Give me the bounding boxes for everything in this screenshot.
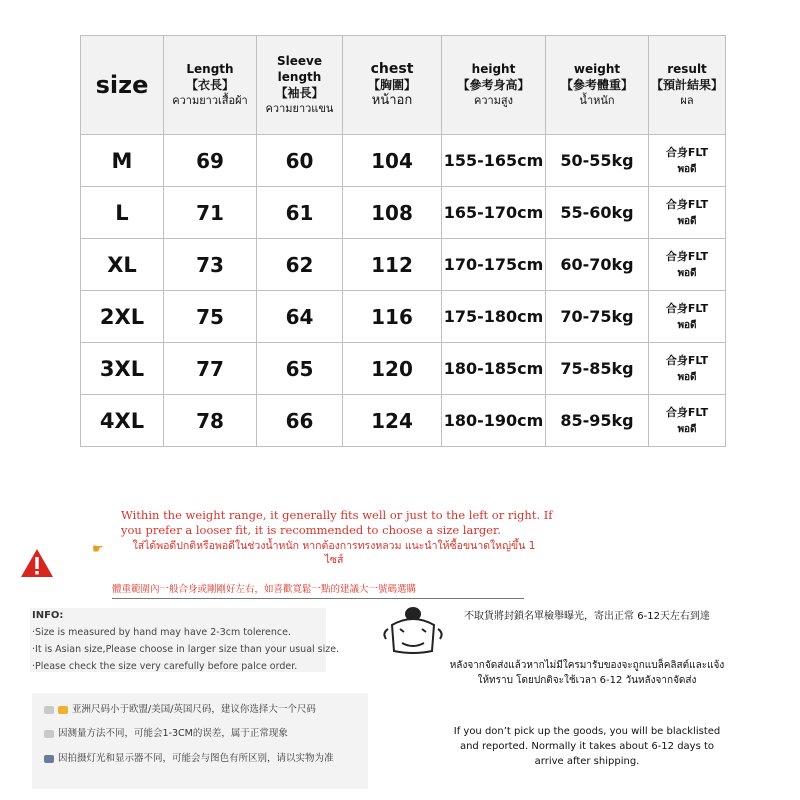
length-cell: 77 xyxy=(164,343,257,395)
pencil-icon xyxy=(44,706,54,714)
height-cell: 180-185cm xyxy=(442,343,546,395)
result-cell: 合身FLT พอดี xyxy=(649,187,726,239)
table-row xyxy=(81,239,726,291)
weight-cell: 70-75kg xyxy=(546,291,649,343)
size-cell: 3XL xyxy=(81,343,164,395)
notice-english: Within the weight range, it generally fits well or just to the left or right. If you prefer a looser fit, it is recommended to choose a size larger. xyxy=(121,508,553,537)
size-chart-table xyxy=(80,35,726,447)
result-cell: 合身FLT พอดี xyxy=(649,291,726,343)
height-cell: 170-175cm xyxy=(442,239,546,291)
weight-cell: 50-55kg xyxy=(546,135,649,187)
halloween-pumpkin-icon xyxy=(380,605,446,657)
length-cell: 78 xyxy=(164,395,257,447)
size-cell: 2XL xyxy=(81,291,164,343)
header-weight: weight 【參考體重】 น้ำหนัก xyxy=(546,36,649,135)
chest-cell: 120 xyxy=(343,343,442,395)
header-size: size xyxy=(81,36,164,135)
info-line: ·It is Asian size,Please choose in larger size than your usual size. xyxy=(32,644,340,655)
chest-cell: 116 xyxy=(343,291,442,343)
height-cell: 165-170cm xyxy=(442,187,546,239)
table-header-row xyxy=(81,36,726,135)
height-cell: 175-180cm xyxy=(442,291,546,343)
header-sleeve: Sleeve length 【袖長】 ความยาวแขน xyxy=(257,36,343,135)
table-row xyxy=(81,135,726,187)
table-row xyxy=(81,395,726,447)
header-chest: chest 【胸圍】 หน้าอก xyxy=(343,36,442,135)
chest-cell: 108 xyxy=(343,187,442,239)
chinese-note: 因测量方法不同，可能会1-3CM的误差，属于正常现象 xyxy=(44,725,288,739)
result-cell: 合身FLT พอดี xyxy=(649,395,726,447)
sleeve-cell: 65 xyxy=(257,343,343,395)
shipping-notice-english: If you don’t pick up the goods, you will be blacklisted and reported. Normally it takes about 6-12 days to arrive after shipping. xyxy=(453,726,721,767)
header-length: Length 【衣長】 ความยาวเสื้อผ้า xyxy=(164,36,257,135)
chest-cell: 124 xyxy=(343,395,442,447)
notice-thai: ใส่ได้พอดีปกติหรือพอดีในช่วงน้ำหนัก หากต้องการทรงหลวม แนะนำให้ซื้อขนาดใหญ่ขึ้น 1 ไซส์ xyxy=(132,540,536,566)
sleeve-cell: 61 xyxy=(257,187,343,239)
shipping-notice-thai: หลังจากจัดส่งแล้วหากไม่มีใครมารับของจะถูกแบล็คลิสต์และแจ้งให้ทราบ โดยปกติจะใช้เวลา 6-12 วันหลังจากจัดส่ง xyxy=(449,660,725,686)
length-cell: 71 xyxy=(164,187,257,239)
weight-cell: 60-70kg xyxy=(546,239,649,291)
result-cell: 合身FLT พอดี xyxy=(649,239,726,291)
result-cell: 合身FLT พอดี xyxy=(649,343,726,395)
table-row xyxy=(81,343,726,395)
sleeve-cell: 64 xyxy=(257,291,343,343)
pencil-icon xyxy=(44,730,54,738)
length-cell: 75 xyxy=(164,291,257,343)
height-cell: 155-165cm xyxy=(442,135,546,187)
camera-icon xyxy=(44,755,54,763)
info-line: ·Please check the size very carefully before palce order. xyxy=(32,661,298,672)
pointing-hand-icon: ☛ xyxy=(92,542,104,557)
table-row xyxy=(81,187,726,239)
table-row xyxy=(81,291,726,343)
size-cell: XL xyxy=(81,239,164,291)
length-cell: 73 xyxy=(164,239,257,291)
info-line: ·Size is measured by hand may have 2-3cm tolerence. xyxy=(32,627,291,638)
length-cell: 69 xyxy=(164,135,257,187)
header-result: result 【預計結果】 ผล xyxy=(649,36,726,135)
weight-cell: 55-60kg xyxy=(546,187,649,239)
size-cell: M xyxy=(81,135,164,187)
weight-cell: 85-95kg xyxy=(546,395,649,447)
pointing-hand-icon xyxy=(58,706,68,714)
sleeve-cell: 66 xyxy=(257,395,343,447)
height-cell: 180-190cm xyxy=(442,395,546,447)
chest-cell: 104 xyxy=(343,135,442,187)
shipping-notice-chinese: 不取貨將封鎖名單檢舉曝光，寄出正常 6-12天左右到達 xyxy=(464,611,710,622)
result-cell: 合身FLT พอดี xyxy=(649,135,726,187)
header-height: height 【參考身高】 ความสูง xyxy=(442,36,546,135)
sleeve-cell: 60 xyxy=(257,135,343,187)
weight-cell: 75-85kg xyxy=(546,343,649,395)
chest-cell: 112 xyxy=(343,239,442,291)
chinese-note: 因拍摄灯光和显示器不同，可能会与图色有所区别，请以实物为准 xyxy=(44,750,334,764)
chinese-note: 亚洲尺码小于欧盟/美国/英国尺码，建议你选择大一个尺码 xyxy=(44,701,316,715)
notice-chinese: 體重範圍內一般合身或剛剛好左右，如喜歡寬鬆一點的建議大一號碼選購 xyxy=(112,581,524,599)
info-title: INFO: xyxy=(32,610,64,621)
sleeve-cell: 62 xyxy=(257,239,343,291)
size-cell: 4XL xyxy=(81,395,164,447)
size-cell: L xyxy=(81,187,164,239)
warning-triangle-icon xyxy=(20,548,54,578)
